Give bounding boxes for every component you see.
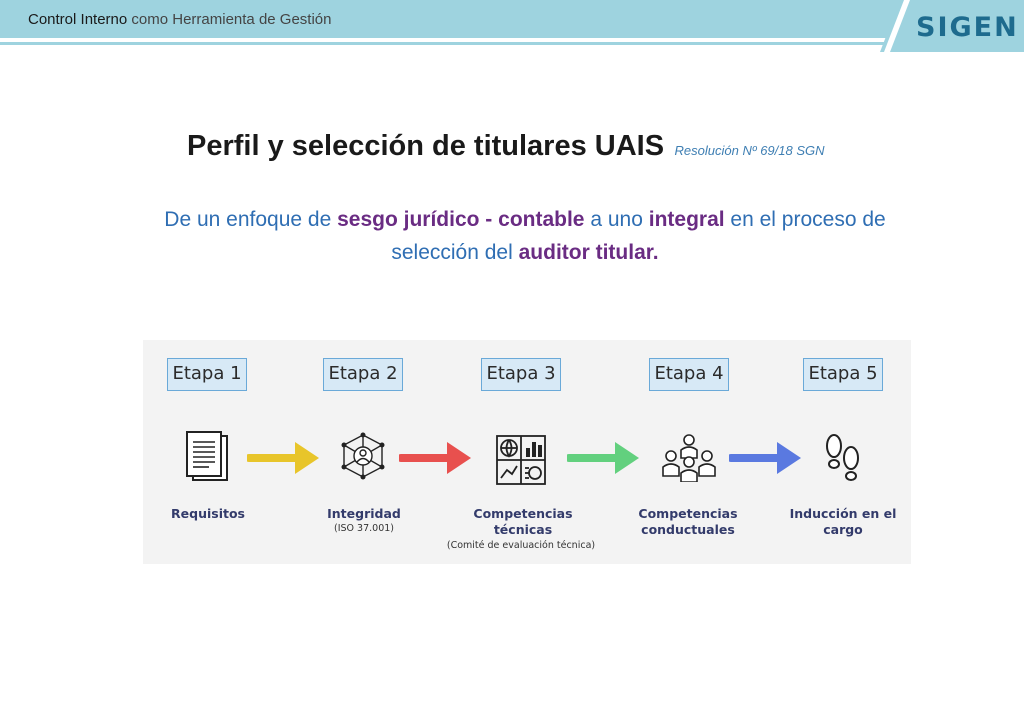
subtitle-emphasis: sesgo jurídico - contable — [337, 208, 585, 231]
header-title-strong: Control Interno — [28, 11, 128, 28]
header-rule — [0, 42, 895, 45]
slide-title-reference: Resolución Nº 69/18 SGN — [674, 143, 825, 158]
subtitle-part: a uno — [584, 208, 649, 231]
stage-5-box: Etapa 5 — [803, 358, 883, 391]
process-diagram — [143, 340, 911, 564]
footprints-icon — [823, 432, 863, 486]
document-stack-icon — [185, 430, 231, 484]
slide-title-main: Perfil y selección de titulares UAIS — [187, 130, 665, 162]
stage-2-note: (ISO 37.001) — [334, 523, 394, 534]
people-group-icon — [661, 432, 717, 482]
stage-2-name: Integridad — [327, 506, 401, 521]
subtitle-part: De un enfoque de — [164, 208, 338, 231]
arrow-stage-4-to-5 — [729, 440, 803, 476]
stage-1-name: Requisitos — [171, 506, 245, 521]
sigen-logo: SIGEN — [916, 12, 1019, 43]
subtitle-emphasis: auditor titular. — [518, 241, 659, 264]
slide-subtitle — [160, 203, 890, 269]
stage-4-box: Etapa 4 — [649, 358, 729, 391]
network-person-icon — [339, 432, 387, 480]
arrow-stage-3-to-4 — [567, 440, 641, 476]
slide-title — [187, 130, 825, 163]
stage-2-box: Etapa 2 — [323, 358, 403, 391]
stage-3-name: Competencias técnicas — [473, 506, 573, 537]
header-title-rest: como Herramienta de Gestión — [127, 11, 332, 28]
stage-5-name: Inducción en el cargo — [789, 506, 897, 537]
arrow-stage-2-to-3 — [399, 440, 473, 476]
arrow-stage-1-to-2 — [247, 440, 321, 476]
header — [0, 0, 1024, 52]
subtitle-emphasis: integral — [648, 208, 725, 231]
dashboard-charts-icon — [495, 434, 547, 486]
subtitle-part: en el proceso de selección del — [391, 208, 886, 264]
header-title — [28, 11, 332, 28]
stage-3-note: (Comité de evaluación técnica) — [446, 540, 596, 551]
stage-3-box: Etapa 3 — [481, 358, 561, 391]
stage-4-name: Competencias conductuales — [638, 506, 738, 537]
stage-1-box: Etapa 1 — [167, 358, 247, 391]
